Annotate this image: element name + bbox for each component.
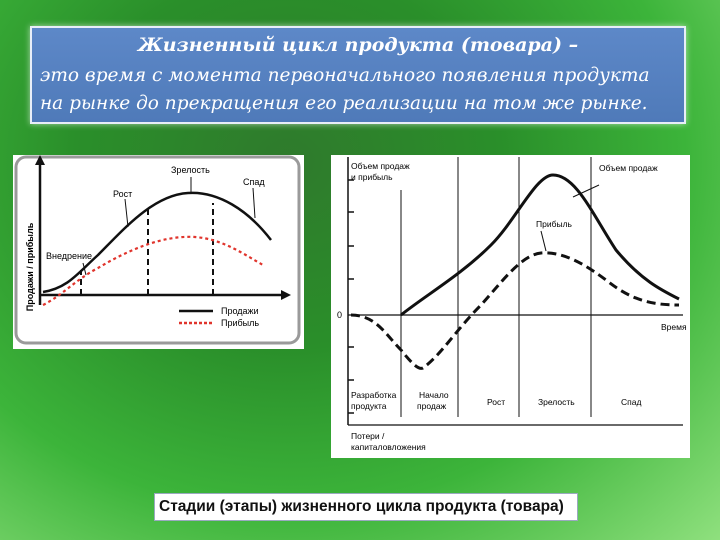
right-zero-label: 0 [337,310,343,320]
definition-text-line-2: на рынке до прекращения его реализации на том же рынке. [40,93,648,114]
right-y-label-line2: и прибыль [351,172,393,182]
left-sales-curve [43,193,271,292]
definition-text-line-1: это время с момента первоначального появления продукта [40,65,650,86]
right-stage-label: Начало [419,390,449,400]
right-stage-label: продукта [351,401,387,411]
left-stage-label: Рост [113,189,133,199]
definition-title: Жизненный цикл продукта (товара) – [137,34,579,56]
right-losses-label-line1: Потери / [351,431,385,441]
right-y-label-line1: Объем продаж [351,161,410,171]
right-stage-label: Зрелость [538,397,575,407]
right-y-axis-ticks [348,180,354,413]
left-legend-sales-label: Продажи [221,306,259,316]
right-sales-curve [401,175,679,315]
right-diagram-svg [331,155,690,458]
right-series-pointer [541,231,546,251]
right-stage-label: Спад [621,397,642,407]
right-profit-curve [351,253,679,369]
left-stage-label: Зрелость [171,165,210,175]
left-x-axis-arrow [281,290,291,300]
definition-box [30,26,686,124]
right-stage-label: продаж [417,401,447,411]
left-stage-pointer [253,188,255,218]
right-series-label-profit: Прибыль [536,219,572,229]
right-x-axis-label: Время [661,322,687,332]
right-stage-label: Рост [487,397,506,407]
right-stage-label: Разработка [351,390,397,400]
left-stage-label: Внедрение [46,251,93,261]
left-stage-label: Спад [243,177,265,187]
left-legend-profit-label: Прибыль [221,318,260,328]
left-stage-pointer [125,199,128,227]
left-diagram-svg [13,155,304,349]
right-series-label-sales: Объем продаж [599,163,658,173]
left-y-axis-label: Продажи / прибыль [25,222,35,312]
left-lifecycle-diagram [13,155,304,349]
diagram-caption: Стадии (этапы) жизненного цикла продукта (товара) [154,493,578,521]
right-lifecycle-diagram [331,155,690,458]
right-losses-label-line2: капиталовложения [351,442,426,452]
